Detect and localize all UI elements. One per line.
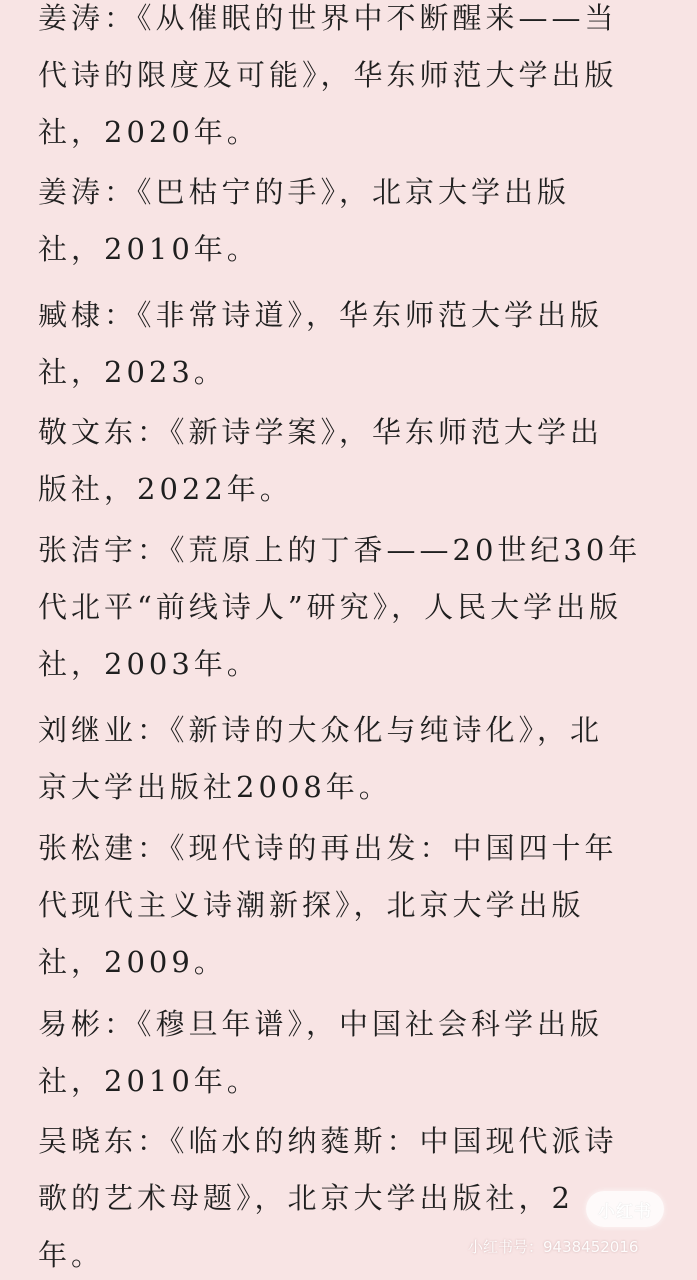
entry-line: 社，2010年。 <box>38 1064 260 1098</box>
entry-line: 代诗的限度及可能》，华东师范大学出版 <box>38 58 618 92</box>
entry-line: 敬文东：《新诗学案》，华东师范大学出 <box>38 415 604 449</box>
entry-line: 姜涛：《从催眠的世界中不断醒来——当 <box>38 1 618 35</box>
entry-line: 社，2020年。 <box>38 115 260 149</box>
entry-line: 京大学出版社2008年。 <box>38 770 392 804</box>
entry-line: 臧棣：《非常诗道》，华东师范大学出版 <box>38 298 604 332</box>
entry-line: 社，2023。 <box>38 355 227 389</box>
entry-line: 吴晓东：《临水的纳蕤斯：中国现代派诗 <box>38 1124 618 1158</box>
watermark-id-text: 小红书号：9438452016 <box>468 1238 639 1256</box>
entry-line: 易彬：《穆旦年谱》，中国社会科学出版 <box>38 1007 604 1041</box>
entry-line: 姜涛：《巴枯宁的手》，北京大学出版 <box>38 175 571 209</box>
entry-line: 版社，2022年。 <box>38 472 293 506</box>
entry-line: 代现代主义诗潮新探》，北京大学出版 <box>38 888 585 922</box>
entry-line: 年。 <box>38 1238 105 1272</box>
entry-line: 张洁宇：《荒原上的丁香——20世纪30年 <box>38 533 642 567</box>
xiaohongshu-logo-watermark <box>586 1191 664 1227</box>
entry-line: 代北平“前线诗人”研究》，人民大学出版 <box>38 590 623 624</box>
entry-line: 社，2010年。 <box>38 232 260 266</box>
entry-line: 社，2009。 <box>38 945 227 979</box>
entry-line: 刘继业：《新诗的大众化与纯诗化》，北 <box>38 713 604 747</box>
entry-line: 歌的艺术母题》，北京大学出版社，2 <box>38 1181 574 1215</box>
entry-line: 张松建：《现代诗的再出发：中国四十年 <box>38 831 618 865</box>
watermark-logo-text: 小红书 <box>598 1201 652 1222</box>
entry-line: 社，2003年。 <box>38 647 260 681</box>
